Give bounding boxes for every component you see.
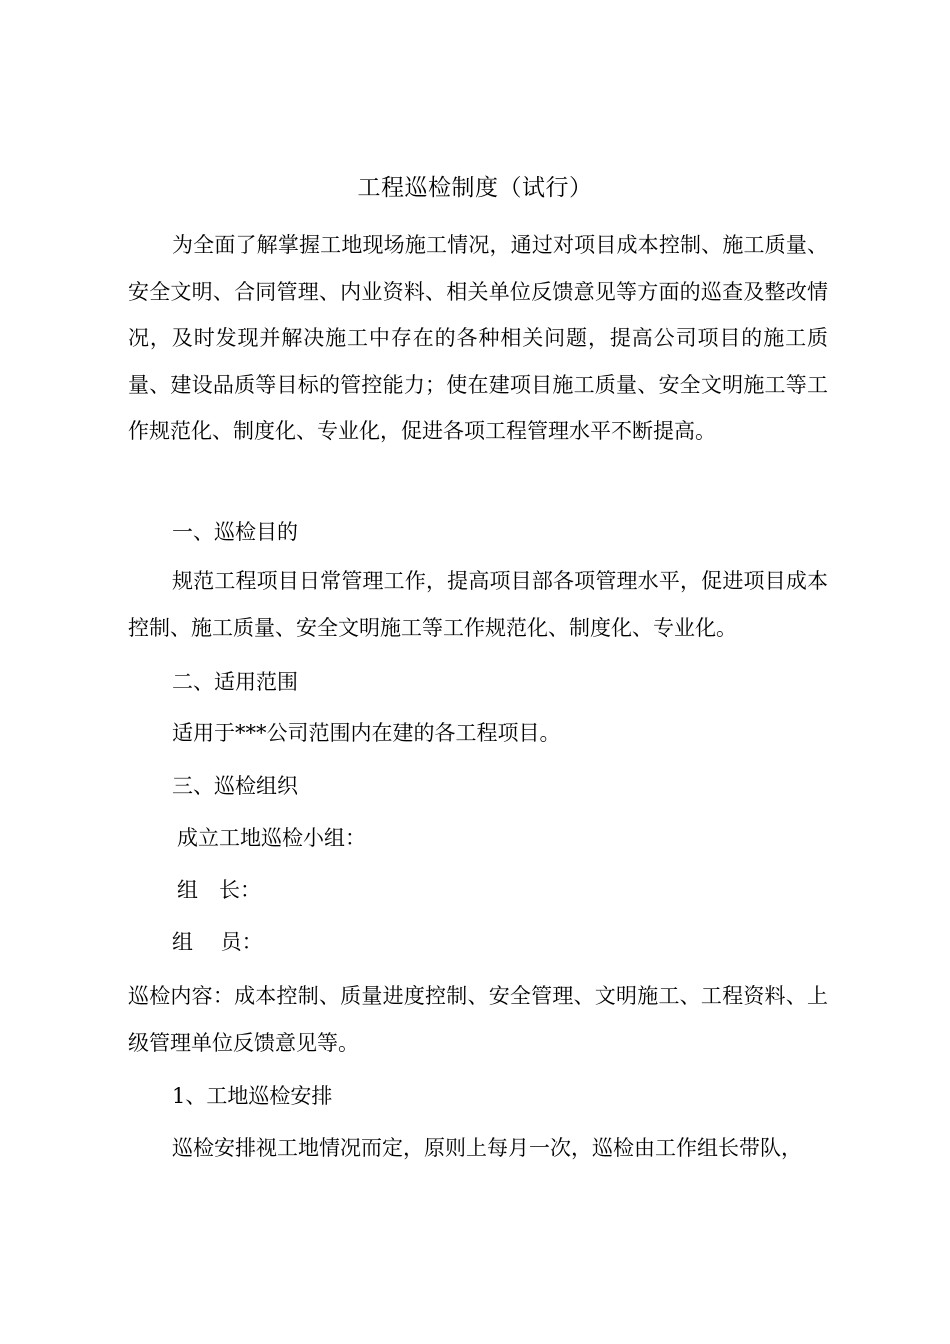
subsection-1-heading: 1、工地巡检安排 xyxy=(172,1084,333,1108)
team-members-field: 组 员： xyxy=(172,930,263,954)
intro-paragraph: 为全面了解掌握工地现场施工情况，通过对项目成本控制、施工质量、安全文明、合同管理、内业资料、相关单位反馈意见等方面的巡查及整改情况，及时发现并解决施工中存在的各种相关问题，提高公司项目的施工质量、建设品质等目标的管控能力；使在建项目施工质量、安全文明施工等工作规范化、制度化、专业化，促进各项工程管理水平不断提高。 xyxy=(128,233,828,443)
section-1-body: 规范工程项目日常管理工作，提高项目部各项管理水平，促进项目成本控制、施工质量、安全文明施工等工作规范化、制度化、专业化。 xyxy=(128,569,828,640)
section-2-body: 适用于***公司范围内在建的各工程项目。 xyxy=(172,721,561,745)
section-3-line-1: 成立工地巡检小组： xyxy=(177,826,366,850)
section-2-heading: 二、适用范围 xyxy=(172,670,298,694)
team-leader-field: 组 长： xyxy=(177,878,261,902)
section-1-heading: 一、巡检目的 xyxy=(172,520,298,544)
subsection-1-body: 巡检安排视工地情况而定，原则上每月一次，巡检由工作组长带队， xyxy=(172,1136,802,1160)
document-title: 工程巡检制度（试行） xyxy=(357,175,593,201)
inspection-content: 巡检内容：成本控制、质量进度控制、安全管理、文明施工、工程资料、上级管理单位反馈意见等。 xyxy=(128,984,828,1055)
section-3-heading: 三、巡检组织 xyxy=(172,774,298,798)
